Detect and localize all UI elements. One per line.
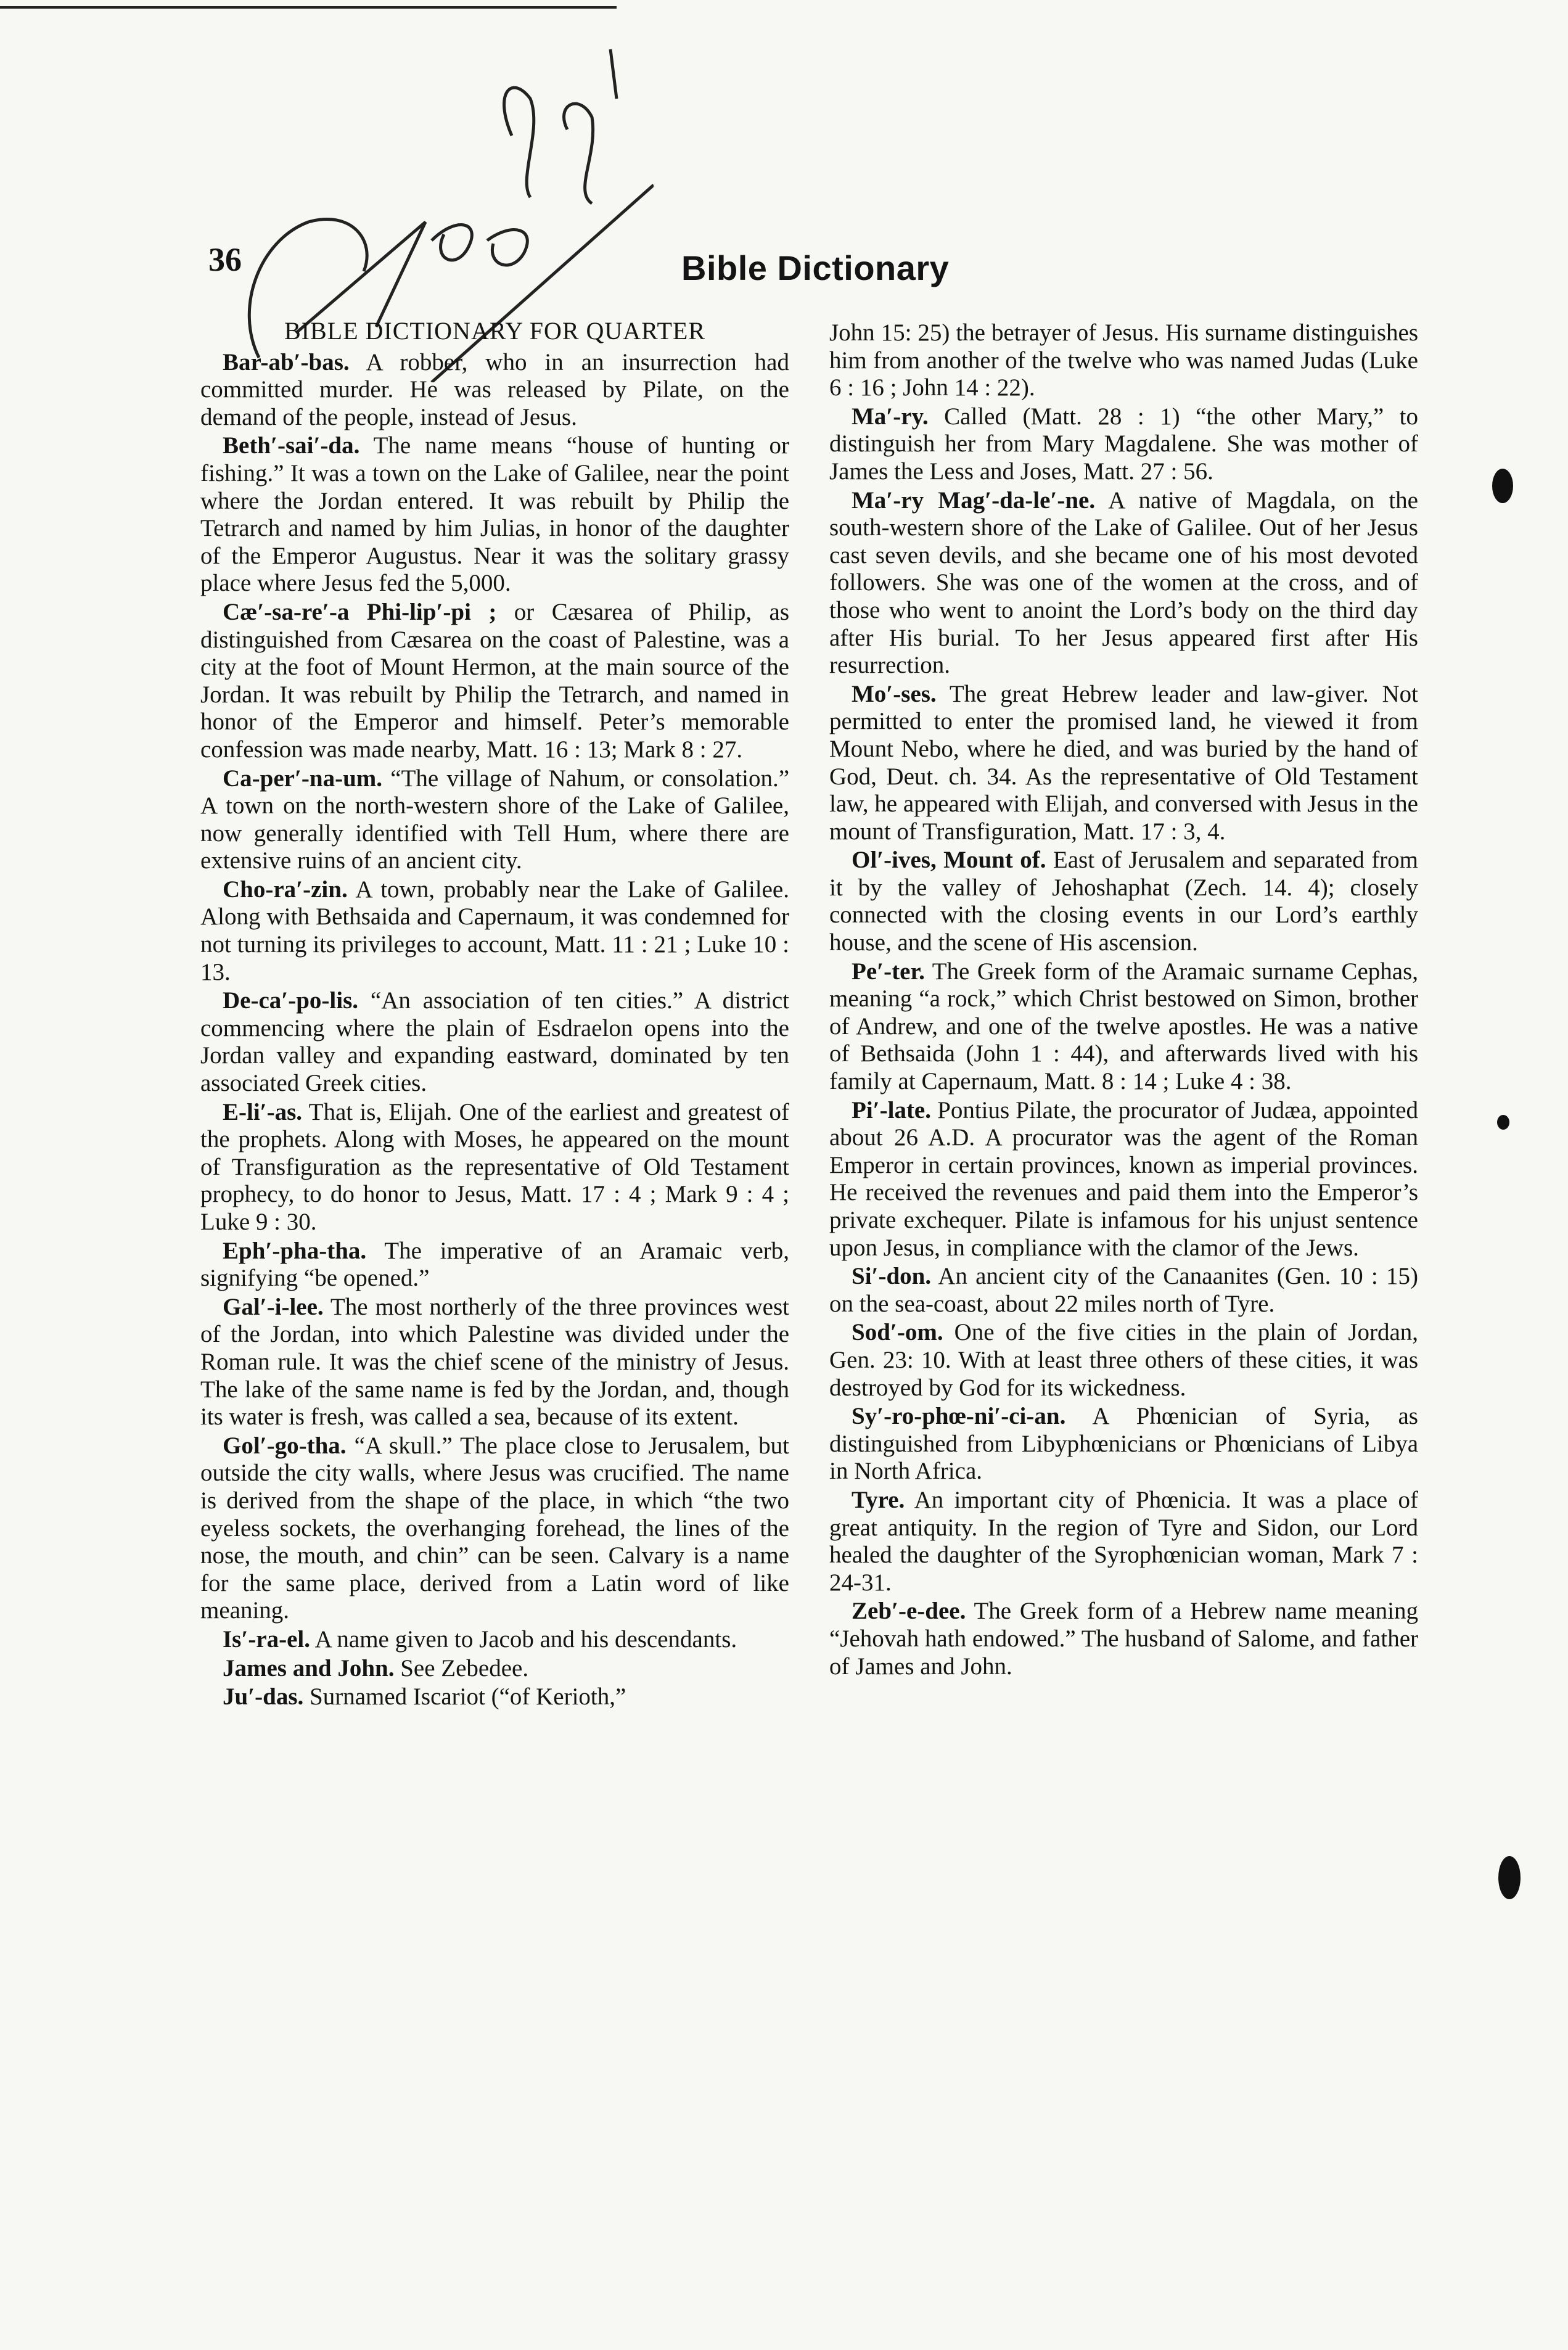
- entry-headword: Gal′-i-lee.: [223, 1293, 324, 1320]
- entry-text: East of Jerusalem and separated from it by the valley of Jehoshaphat (Zech. 14. 4); closely connected with the closing events in our Lord’s earthly house, and the scene of His ascension.: [829, 847, 1419, 956]
- entry-text: A native of Magdala, on the south-western shore of the Lake of Galilee. Out of her Jesus cast seven devils, and she became one of his most devoted followers. She was one of the women at the cross, and of those who went to anoint the Lord’s body on the third day after His burial. To her Jesus appeared first after His resurrection.: [829, 487, 1418, 679]
- section-heading: BIBLE DICTIONARY FOR QUARTER: [284, 317, 706, 345]
- page-number: 36: [208, 241, 242, 278]
- dictionary-entry: [200, 432, 789, 598]
- entry-headword: De-ca′-po-lis.: [223, 987, 359, 1014]
- entry-text: Pontius Pilate, the procurator of Judæa, appointed about 26 A.D. A procurator was the agent of the Roman Emperor in certain provinces, known as imperial provinces. He received the revenues and paid them into the Emperor’s private exchequer. Pilate is infamous for his unjust sentence upon Jesus, in compliance with the clamor of the Jews.: [829, 1096, 1419, 1261]
- entry-text: A robber, who in an insurrection had committed murder. He was released by Pilate, on the demand of the people, instead of Jesus.: [200, 348, 789, 430]
- left-column: [200, 318, 789, 1712]
- entry-headword: Ma′-ry Mag′-da-le′-ne.: [852, 487, 1096, 514]
- entry-text: Surnamed Iscariot (“of Kerioth,”: [310, 1683, 626, 1711]
- entry-headword: Bar-ab′-bas.: [223, 348, 350, 376]
- ink-blot: [1497, 1115, 1509, 1130]
- dictionary-entry: [200, 1626, 789, 1654]
- entry-text: A name given to Jacob and his descendants.: [314, 1625, 737, 1653]
- entry-headword: Ca-per′-na-um.: [223, 765, 383, 792]
- dictionary-entry: [829, 403, 1418, 486]
- dictionary-entry: [200, 1683, 789, 1711]
- entry-continuation: John 15: 25) the betrayer of Jesus. His surname distinguishes him from another of the twelve who was named Judas (Luke 6 : 16 ; John 14 : 22).: [829, 319, 1418, 401]
- dictionary-entry: [200, 1294, 789, 1431]
- entry-headword: Mo′-ses.: [852, 680, 937, 707]
- entry-headword: Ma′-ry.: [852, 403, 929, 430]
- entry-headword: Ol′-ives, Mount of.: [852, 847, 1046, 874]
- dictionary-entry: [829, 1598, 1418, 1680]
- entry-text: “An association of ten cities.” A district commencing where the plain of Esdraelon opens into the Jordan valley and expanding eastward, dominated by ten associated Greek cities.: [200, 987, 789, 1097]
- dictionary-entry: [200, 987, 789, 1097]
- ink-blot: [1492, 469, 1513, 503]
- entry-text: Called (Matt. 28 : 1) “the other Mary,” to distinguish her from Mary Magdalene. She was mother of James the Less and Joses, Matt. 27 : 56.: [829, 403, 1418, 485]
- entry-headword: E-li′-as.: [223, 1098, 303, 1125]
- dictionary-entry: [829, 1403, 1418, 1485]
- entry-text: “A skull.” The place close to Jerusalem, but outside the city walls, where Jesus was crucified. The name is derived from the shape of the place, in which “the two eyeless sockets, the overhanging forehead, the lines of the nose, the mouth, and chin” can be seen. Calvary is a name for the same place, derived from a Latin word of like meaning.: [200, 1432, 790, 1624]
- entry-headword: James and John.: [223, 1654, 395, 1682]
- top-scan-edge: [0, 6, 617, 9]
- entry-text: That is, Elijah. One of the earliest and greatest of the prophets. Along with Moses, he appeared on the mount of Transfiguration as the representative of Old Testament prophecy, to do honor to Jesus, Matt. 17 : 4 ; Mark 9 : 4 ; Luke 9 : 30.: [200, 1098, 789, 1235]
- right-column: [829, 319, 1418, 1682]
- dictionary-entry: [200, 349, 789, 432]
- entry-text: See Zebedee.: [400, 1654, 529, 1682]
- dictionary-entry: [200, 1432, 789, 1625]
- dictionary-entry: [200, 876, 789, 986]
- dictionary-entry: [829, 847, 1418, 956]
- entry-text: A Phœnician of Syria, as distinguished from Libyphœnicians or Phœnicians of Libya in North Africa.: [829, 1403, 1418, 1485]
- entry-headword: Pi′-late.: [852, 1096, 931, 1124]
- entry-text: An ancient city of the Canaanites (Gen. 10 : 15) on the sea-coast, about 22 miles north of Tyre.: [829, 1263, 1418, 1317]
- entry-headword: Eph′-pha-tha.: [223, 1237, 367, 1264]
- entry-headword: Pe′-ter.: [852, 958, 925, 985]
- dictionary-entry: [829, 958, 1418, 1096]
- entry-text: or Cæsarea of Philip, as distinguished from Cæsarea on the coast of Palestine, was a city at the foot of Mount Hermon, at the main source of the Jordan. It was rebuilt by Philip the Tetrarch, and named in honor of the Emperor and himself. Peter’s memorable confession was made nearby, Matt. 16 : 13; Mark 8 : 27.: [200, 598, 790, 763]
- entry-headword: Si′-don.: [852, 1263, 932, 1290]
- entry-headword: Zeb′-e-dee.: [852, 1598, 966, 1625]
- dictionary-entry: [829, 681, 1418, 846]
- dictionary-entry: [829, 1319, 1418, 1402]
- entry-headword: Ju′-das.: [223, 1683, 304, 1711]
- entry-text: The name means “house of hunting or fishing.” It was a town on the Lake of Galilee, near the point where the Jordan entered. It was rebuilt by Philip the Tetrarch and named by him Julias, in honor of the daughter of the Emperor Augustus. Near it was the solitary grassy place where Jesus fed the 5,000.: [200, 432, 790, 597]
- dictionary-entry: [829, 487, 1418, 680]
- entry-headword: Cæ′-sa-re′-a Phi-lip′-pi ;: [223, 598, 497, 625]
- dictionary-entry: [200, 599, 789, 764]
- running-head: Bible Dictionary: [681, 249, 950, 287]
- entry-text: “The village of Nahum, or consolation.” A town on the north-western shore of the Lake of Galilee, now generally identified with Tell Hum, where there are extensive ruins of an ancient city.: [200, 765, 789, 874]
- entry-text: The Greek form of the Aramaic surname Cephas, meaning “a rock,” which Christ bestowed on Simon, brother of Andrew, and one of the twelve apostles. He was a native of Bethsaida (John 1 : 44), and afterwards lived with his family at Capernaum, Matt. 8 : 14 ; Luke 4 : 38.: [829, 958, 1418, 1095]
- dictionary-entry: [829, 1097, 1418, 1262]
- dictionary-entry: [200, 1655, 789, 1683]
- entry-text: The Greek form of a Hebrew name meaning “Jehovah hath endowed.” The husband of Salome, and father of James and John.: [829, 1598, 1419, 1680]
- entry-text: A town, probably near the Lake of Galilee. Along with Bethsaida and Capernaum, it was condemned for not turning its privileges to account, Matt. 11 : 21 ; Luke 10 : 13.: [200, 876, 789, 985]
- entry-text: The great Hebrew leader and law-giver. Not permitted to enter the promised land, he viewed it from Mount Nebo, where he died, and was buried by the hand of God, Deut. ch. 34. As the representative of Old Testament law, he appeared with Elijah, and conversed with Jesus in the mount of Transfiguration, Matt. 17 : 3, 4.: [829, 680, 1418, 845]
- dictionary-entry: [829, 1263, 1418, 1318]
- dictionary-entry: [200, 1099, 789, 1236]
- entry-text: One of the five cities in the plain of Jordan, Gen. 23: 10. With at least three others of these cities, it was destroyed by God for its wickedness.: [829, 1319, 1419, 1401]
- entry-headword: Tyre.: [852, 1486, 905, 1513]
- dictionary-entry: [200, 1238, 789, 1292]
- dictionary-entry: [829, 1487, 1418, 1596]
- entry-text: The most northerly of the three provinces west of the Jordan, into which Palestine was divided under the Roman rule. It was the chief scene of the ministry of Jesus. The lake of the same name is fed by the Jordan, and, though its water is fresh, was called a sea, because of its extent.: [200, 1293, 790, 1431]
- ink-blot: [1498, 1856, 1521, 1899]
- entry-headword: Sy′-ro-phœ-ni′-ci-an.: [852, 1403, 1066, 1430]
- entry-headword: Gol′-go-tha.: [223, 1432, 347, 1459]
- entry-text: The imperative of an Aramaic verb, signifying “be opened.”: [200, 1237, 790, 1292]
- entry-headword: Is′-ra-el.: [223, 1625, 311, 1653]
- dictionary-entry: [200, 765, 789, 875]
- entry-headword: Beth′-sai′-da.: [223, 432, 360, 459]
- entry-text: An important city of Phœnicia. It was a place of great antiquity. In the region of Tyre and Sidon, our Lord healed the daughter of the Syrophœnician woman, Mark 7 : 24-31.: [829, 1486, 1418, 1596]
- entry-headword: Cho-ra′-zin.: [223, 876, 348, 903]
- entry-headword: Sod′-om.: [852, 1319, 943, 1346]
